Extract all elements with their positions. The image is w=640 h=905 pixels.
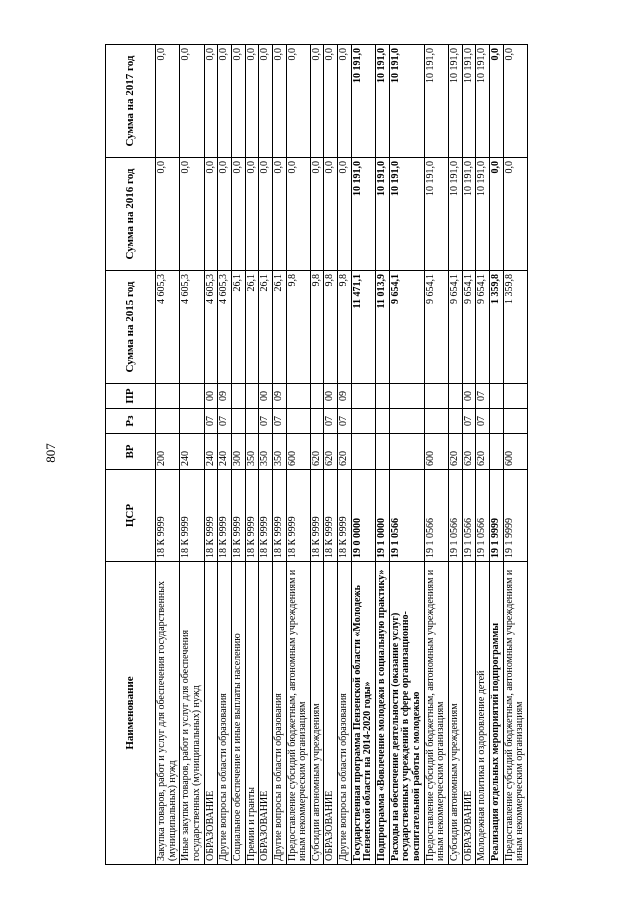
row-sum-2016: 10 191,0 bbox=[476, 158, 490, 271]
row-pr bbox=[180, 384, 204, 409]
row-sum-2016: 0,0 bbox=[338, 158, 352, 271]
row-rz bbox=[310, 409, 324, 434]
row-sum-2017: 10 191,0 bbox=[462, 45, 476, 158]
row-csr: 18 К 9999 bbox=[324, 470, 338, 562]
row-csr: 18 К 9999 bbox=[204, 470, 218, 562]
row-sum-2016: 0,0 bbox=[231, 158, 245, 271]
row-rz: 07 bbox=[259, 409, 273, 434]
row-sum-2017: 0,0 bbox=[180, 45, 204, 158]
row-vr: 600 bbox=[503, 434, 527, 470]
row-name: ОБРАЗОВАНИЕ bbox=[204, 562, 218, 865]
row-csr: 19 0 0000 bbox=[351, 470, 375, 562]
row-pr bbox=[424, 384, 448, 409]
row-name: Премии и гранты bbox=[245, 562, 259, 865]
row-pr bbox=[286, 384, 310, 409]
table-row bbox=[448, 45, 462, 865]
row-sum-2016: 0,0 bbox=[245, 158, 259, 271]
row-vr bbox=[376, 434, 390, 470]
row-vr: 240 bbox=[218, 434, 232, 470]
row-rz bbox=[231, 409, 245, 434]
row-csr: 19 1 0000 bbox=[376, 470, 390, 562]
row-pr: 00 bbox=[462, 384, 476, 409]
row-sum-2015: 4 605,3 bbox=[218, 271, 232, 384]
row-sum-2016: 0,0 bbox=[310, 158, 324, 271]
row-name: Другие вопросы в области образования bbox=[218, 562, 232, 865]
row-rz: 07 bbox=[204, 409, 218, 434]
row-rz: 07 bbox=[462, 409, 476, 434]
header-sum-2015: Сумма на 2015 год bbox=[106, 271, 156, 384]
page-number-box bbox=[40, 438, 62, 468]
table-row bbox=[462, 45, 476, 865]
row-rz bbox=[503, 409, 527, 434]
header-name: Наименование bbox=[106, 562, 156, 865]
row-sum-2015: 9 654,1 bbox=[389, 271, 424, 384]
row-pr: 00 bbox=[204, 384, 218, 409]
row-name: Субсидии автономным учреждениям bbox=[448, 562, 462, 865]
row-vr bbox=[389, 434, 424, 470]
row-sum-2017: 0,0 bbox=[272, 45, 286, 158]
row-name: ОБРАЗОВАНИЕ bbox=[462, 562, 476, 865]
row-csr: 19 1 0566 bbox=[476, 470, 490, 562]
row-csr: 18 К 9999 bbox=[310, 470, 324, 562]
row-rz: 07 bbox=[476, 409, 490, 434]
row-name: ОБРАЗОВАНИЕ bbox=[259, 562, 273, 865]
row-name: Предоставление субсидий бюджетным, автономным учреждениям и иным некоммерческим организациям bbox=[424, 562, 448, 865]
row-sum-2015: 26,1 bbox=[231, 271, 245, 384]
row-sum-2017: 0,0 bbox=[338, 45, 352, 158]
table-body bbox=[156, 45, 528, 865]
row-vr: 620 bbox=[462, 434, 476, 470]
row-pr bbox=[245, 384, 259, 409]
row-vr: 240 bbox=[204, 434, 218, 470]
row-csr: 18 К 9999 bbox=[245, 470, 259, 562]
row-pr bbox=[448, 384, 462, 409]
row-sum-2016: 0,0 bbox=[272, 158, 286, 271]
row-csr: 18 К 9999 bbox=[156, 470, 180, 562]
row-sum-2016: 0,0 bbox=[204, 158, 218, 271]
table-row bbox=[489, 45, 503, 865]
row-sum-2017: 10 191,0 bbox=[424, 45, 448, 158]
row-sum-2015: 1 359,8 bbox=[489, 271, 503, 384]
row-vr: 300 bbox=[231, 434, 245, 470]
row-pr: 09 bbox=[272, 384, 286, 409]
row-sum-2015: 9 654,1 bbox=[476, 271, 490, 384]
row-name: Государственная программа Пензенской области «Молодежь Пензенской области на 2014-2020 годы» bbox=[351, 562, 375, 865]
row-rz bbox=[448, 409, 462, 434]
row-sum-2017: 10 191,0 bbox=[448, 45, 462, 158]
table-row bbox=[204, 45, 218, 865]
row-sum-2015: 26,1 bbox=[245, 271, 259, 384]
table-row bbox=[476, 45, 490, 865]
header-vr: ВР bbox=[106, 434, 156, 470]
row-sum-2016: 0,0 bbox=[259, 158, 273, 271]
header-rz: Рз bbox=[106, 409, 156, 434]
table-row bbox=[180, 45, 204, 865]
row-vr: 600 bbox=[286, 434, 310, 470]
row-sum-2017: 0,0 bbox=[218, 45, 232, 158]
row-sum-2016: 0,0 bbox=[503, 158, 527, 271]
row-sum-2015: 9 654,1 bbox=[448, 271, 462, 384]
row-pr bbox=[351, 384, 375, 409]
table-row bbox=[245, 45, 259, 865]
row-rz: 07 bbox=[324, 409, 338, 434]
row-vr: 350 bbox=[259, 434, 273, 470]
row-rz bbox=[286, 409, 310, 434]
row-sum-2016: 0,0 bbox=[156, 158, 180, 271]
row-sum-2015: 9,8 bbox=[310, 271, 324, 384]
row-sum-2016: 10 191,0 bbox=[376, 158, 390, 271]
row-vr: 620 bbox=[310, 434, 324, 470]
row-name: Предоставление субсидий бюджетным, автономным учреждениям и иным некоммерческим организациям bbox=[286, 562, 310, 865]
row-pr: 07 bbox=[476, 384, 490, 409]
row-csr: 19 1 0566 bbox=[424, 470, 448, 562]
row-rz bbox=[156, 409, 180, 434]
row-rz bbox=[351, 409, 375, 434]
row-pr: 00 bbox=[259, 384, 273, 409]
row-vr: 350 bbox=[272, 434, 286, 470]
row-sum-2017: 0,0 bbox=[156, 45, 180, 158]
budget-table bbox=[105, 44, 528, 865]
row-csr: 18 К 9999 bbox=[218, 470, 232, 562]
row-vr: 350 bbox=[245, 434, 259, 470]
row-vr: 620 bbox=[338, 434, 352, 470]
row-sum-2017: 10 191,0 bbox=[376, 45, 390, 158]
row-rz: 07 bbox=[218, 409, 232, 434]
row-sum-2015: 26,1 bbox=[259, 271, 273, 384]
row-rz bbox=[376, 409, 390, 434]
row-sum-2016: 10 191,0 bbox=[351, 158, 375, 271]
row-sum-2017: 0,0 bbox=[245, 45, 259, 158]
row-rz bbox=[489, 409, 503, 434]
row-vr: 200 bbox=[156, 434, 180, 470]
row-vr: 240 bbox=[180, 434, 204, 470]
table-row bbox=[259, 45, 273, 865]
table-row bbox=[376, 45, 390, 865]
row-csr: 19 1 9999 bbox=[489, 470, 503, 562]
row-sum-2017: 0,0 bbox=[231, 45, 245, 158]
row-rz bbox=[180, 409, 204, 434]
header-sum-2016: Сумма на 2016 год bbox=[106, 158, 156, 271]
row-sum-2017: 0,0 bbox=[286, 45, 310, 158]
row-name: Субсидии автономным учреждениям bbox=[310, 562, 324, 865]
row-csr: 18 К 9999 bbox=[286, 470, 310, 562]
row-name: Иные закупки товаров, работ и услуг для обеспечения государственных (муниципальных) нужд bbox=[180, 562, 204, 865]
rotated-page-content bbox=[105, 45, 528, 865]
row-sum-2016: 10 191,0 bbox=[389, 158, 424, 271]
row-csr: 18 К 9999 bbox=[338, 470, 352, 562]
table-row bbox=[324, 45, 338, 865]
row-pr bbox=[489, 384, 503, 409]
row-vr bbox=[489, 434, 503, 470]
row-pr: 09 bbox=[338, 384, 352, 409]
row-pr: 09 bbox=[218, 384, 232, 409]
row-sum-2016: 0,0 bbox=[286, 158, 310, 271]
table-row bbox=[231, 45, 245, 865]
row-csr: 18 К 9999 bbox=[272, 470, 286, 562]
row-pr bbox=[376, 384, 390, 409]
row-sum-2016: 0,0 bbox=[489, 158, 503, 271]
row-csr: 19 1 0566 bbox=[389, 470, 424, 562]
row-vr: 620 bbox=[476, 434, 490, 470]
row-sum-2015: 4 605,3 bbox=[180, 271, 204, 384]
table-row bbox=[338, 45, 352, 865]
row-csr: 18 К 9999 bbox=[259, 470, 273, 562]
row-csr: 19 1 0566 bbox=[462, 470, 476, 562]
row-csr: 18 К 9999 bbox=[180, 470, 204, 562]
row-sum-2017: 0,0 bbox=[324, 45, 338, 158]
table-row bbox=[310, 45, 324, 865]
row-name: Подпрограмма «Вовлечение молодежи в социальную практику» bbox=[376, 562, 390, 865]
row-sum-2016: 0,0 bbox=[324, 158, 338, 271]
row-sum-2015: 9,8 bbox=[324, 271, 338, 384]
row-pr bbox=[503, 384, 527, 409]
table-row bbox=[424, 45, 448, 865]
row-vr bbox=[351, 434, 375, 470]
table-row bbox=[156, 45, 180, 865]
header-sum-2017: Сумма на 2017 год bbox=[106, 45, 156, 158]
row-sum-2017: 0,0 bbox=[259, 45, 273, 158]
row-name: Реализация отдельных мероприятий подпрограммы bbox=[489, 562, 503, 865]
row-pr: 00 bbox=[324, 384, 338, 409]
row-sum-2015: 11 013,9 bbox=[376, 271, 390, 384]
row-sum-2017: 0,0 bbox=[503, 45, 527, 158]
row-csr: 19 1 0566 bbox=[448, 470, 462, 562]
row-name: Закупка товаров, работ и услуг для обеспечения государственных (муниципальных) нужд bbox=[156, 562, 180, 865]
row-name: Расходы на обеспечение деятельности (оказание услуг) государственных учреждений в сфере организационно-воспитательной работы с молодежью bbox=[389, 562, 424, 865]
row-sum-2015: 4 605,3 bbox=[156, 271, 180, 384]
table-row bbox=[503, 45, 527, 865]
row-name: Предоставление субсидий бюджетным, автономным учреждениям и иным некоммерческим организациям bbox=[503, 562, 527, 865]
row-rz bbox=[389, 409, 424, 434]
row-sum-2015: 9 654,1 bbox=[462, 271, 476, 384]
row-vr: 620 bbox=[324, 434, 338, 470]
row-name: Другие вопросы в области образования bbox=[338, 562, 352, 865]
header-pr: ПР bbox=[106, 384, 156, 409]
row-name: Другие вопросы в области образования bbox=[272, 562, 286, 865]
row-sum-2016: 10 191,0 bbox=[424, 158, 448, 271]
row-sum-2015: 9,8 bbox=[286, 271, 310, 384]
row-sum-2015: 4 605,3 bbox=[204, 271, 218, 384]
row-rz bbox=[424, 409, 448, 434]
table-row bbox=[286, 45, 310, 865]
row-pr bbox=[156, 384, 180, 409]
row-sum-2017: 0,0 bbox=[204, 45, 218, 158]
table-row bbox=[272, 45, 286, 865]
table-row bbox=[218, 45, 232, 865]
row-name: Молодежная политика и оздоровление детей bbox=[476, 562, 490, 865]
table-row bbox=[351, 45, 375, 865]
row-sum-2016: 10 191,0 bbox=[462, 158, 476, 271]
row-sum-2017: 0,0 bbox=[310, 45, 324, 158]
row-sum-2015: 1 359,8 bbox=[503, 271, 527, 384]
row-rz: 07 bbox=[272, 409, 286, 434]
row-sum-2015: 9,8 bbox=[338, 271, 352, 384]
row-name: ОБРАЗОВАНИЕ bbox=[324, 562, 338, 865]
row-csr: 19 1 9999 bbox=[503, 470, 527, 562]
row-pr bbox=[231, 384, 245, 409]
row-vr: 600 bbox=[424, 434, 448, 470]
row-rz bbox=[245, 409, 259, 434]
row-sum-2015: 26,1 bbox=[272, 271, 286, 384]
row-sum-2017: 10 191,0 bbox=[351, 45, 375, 158]
row-name: Социальное обеспечение и иные выплаты населению bbox=[231, 562, 245, 865]
row-pr bbox=[310, 384, 324, 409]
row-sum-2016: 0,0 bbox=[180, 158, 204, 271]
row-sum-2015: 9 654,1 bbox=[424, 271, 448, 384]
row-vr: 620 bbox=[448, 434, 462, 470]
row-pr bbox=[389, 384, 424, 409]
row-sum-2017: 10 191,0 bbox=[476, 45, 490, 158]
row-sum-2015: 11 471,1 bbox=[351, 271, 375, 384]
table-row bbox=[389, 45, 424, 865]
row-sum-2016: 0,0 bbox=[218, 158, 232, 271]
page-number: 807 bbox=[43, 443, 58, 463]
header-csr: ЦСР bbox=[106, 470, 156, 562]
row-rz: 07 bbox=[338, 409, 352, 434]
row-sum-2016: 10 191,0 bbox=[448, 158, 462, 271]
row-sum-2017: 0,0 bbox=[489, 45, 503, 158]
table-header-row bbox=[106, 45, 156, 865]
row-sum-2017: 10 191,0 bbox=[389, 45, 424, 158]
row-csr: 18 К 9999 bbox=[231, 470, 245, 562]
